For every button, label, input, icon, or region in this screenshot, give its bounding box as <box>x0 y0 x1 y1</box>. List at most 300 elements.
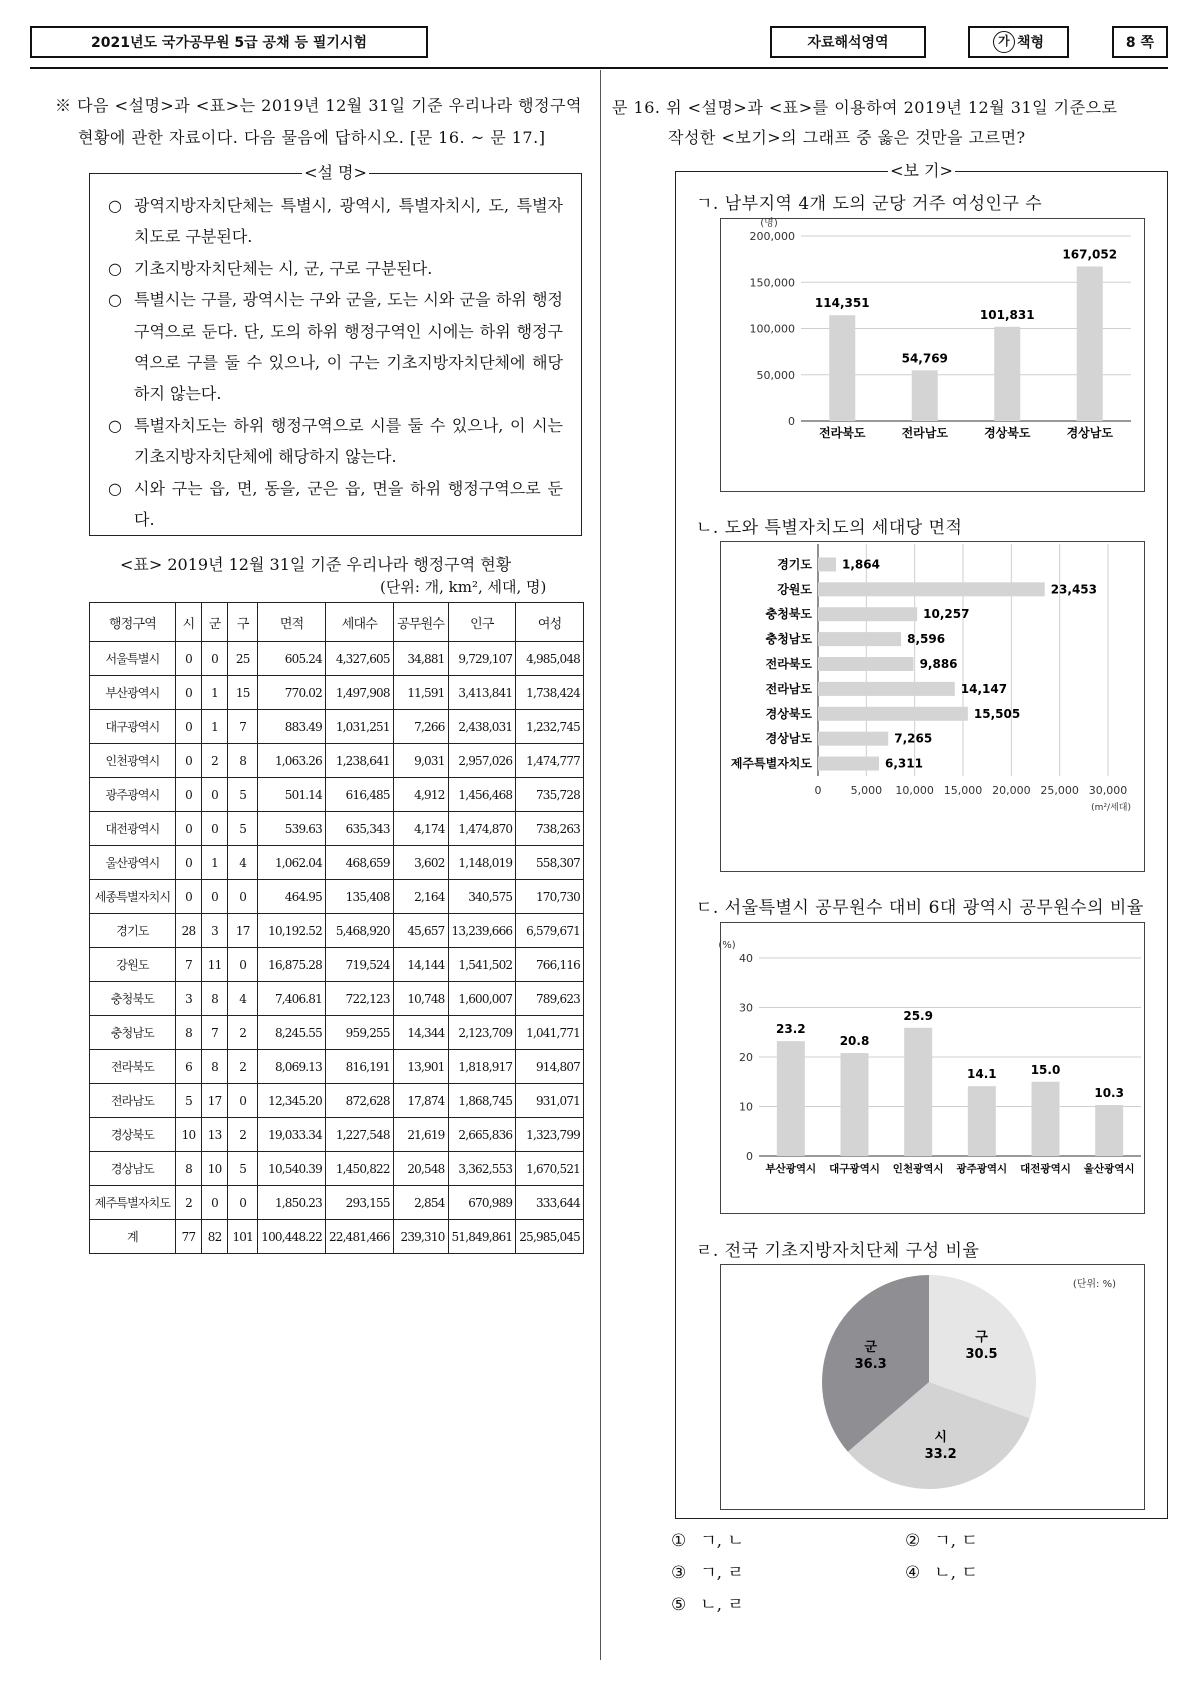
x-axis-unit: (m²/세대) <box>1091 803 1131 813</box>
table-cell: 0 <box>228 1084 258 1118</box>
table-cell: 2 <box>202 744 228 778</box>
table-cell: 770.02 <box>258 676 326 710</box>
answer-choice-3[interactable] <box>671 1558 744 1583</box>
category-label: 대구광역시 <box>829 1163 880 1175</box>
data-label: 14,147 <box>960 681 1008 696</box>
category-label: 강원도 <box>777 582 812 597</box>
bullet-icon: ○ <box>108 415 122 435</box>
x-tick-label: 25,000 <box>1040 784 1079 797</box>
table-cell: 1,031,251 <box>325 710 393 744</box>
table-cell: 13,239,666 <box>448 914 516 948</box>
table-cell: 34,881 <box>393 642 448 676</box>
data-label: 10,257 <box>923 607 970 622</box>
table-cell: 강원도 <box>90 948 176 982</box>
header-rule <box>30 67 1168 69</box>
table-cell: 1 <box>202 846 228 880</box>
category-label: 전라남도 <box>765 681 812 696</box>
table-cell: 5 <box>228 1152 258 1186</box>
description-item-text: 시와 구는 읍, 면, 동을, 군은 읍, 면을 하위 행정구역으로 둔다. <box>134 478 563 530</box>
description-item-text: 특별시는 구를, 광역시는 구와 군을, 도는 시와 군을 하위 행정구역으로 둔다. 단, 도의 하위 행정구역인 시에는 하위 행정구역으로 구를 둘 수 있으나, 이 구는 기초지방자치단체에 해당하지 않는다. <box>134 290 563 404</box>
table-cell: 293,155 <box>325 1186 393 1220</box>
table-cell: 468,659 <box>325 846 393 880</box>
table-cell: 25,985,045 <box>516 1220 584 1254</box>
table-cell: 0 <box>175 812 201 846</box>
table-row <box>90 846 584 880</box>
table-cell: 333,644 <box>516 1186 584 1220</box>
x-tick-label: 15,000 <box>943 784 983 797</box>
table-cell: 1,323,799 <box>516 1118 584 1152</box>
table-cell: 8,245.55 <box>258 1016 326 1050</box>
chart-c <box>720 922 1145 1214</box>
table-cell: 4,174 <box>393 812 448 846</box>
data-label: 1,864 <box>842 557 880 572</box>
column-header: 세대수 <box>325 603 393 642</box>
table-cell: 558,307 <box>516 846 584 880</box>
table-cell: 914,807 <box>516 1050 584 1084</box>
category-label: 인천광역시 <box>892 1163 944 1175</box>
table-row <box>90 948 584 982</box>
table-cell: 3 <box>175 982 201 1016</box>
bar <box>818 757 879 771</box>
table-row <box>90 710 584 744</box>
table-cell: 25 <box>228 642 258 676</box>
table-cell: 77 <box>175 1220 201 1254</box>
table-cell: 135,408 <box>325 880 393 914</box>
category-label: 대전광역시 <box>1020 1163 1071 1175</box>
column-header: 인구 <box>448 603 516 642</box>
table-cell: 959,255 <box>325 1016 393 1050</box>
table-cell: 17 <box>228 914 258 948</box>
table-cell: 2,123,709 <box>448 1016 516 1050</box>
data-label: 15,505 <box>973 706 1021 721</box>
category-label: 전라북도 <box>819 426 866 440</box>
table-cell: 0 <box>175 744 201 778</box>
table-cell: 8 <box>202 1050 228 1084</box>
table-cell: 1,238,641 <box>325 744 393 778</box>
table-cell: 100,448.22 <box>258 1220 326 1254</box>
slice-label: 군 <box>864 1340 877 1356</box>
column-header: 구 <box>228 603 258 642</box>
y-tick-label: 100,000 <box>749 322 795 336</box>
table-cell: 45,657 <box>393 914 448 948</box>
bar <box>818 707 968 721</box>
table-cell: 738,263 <box>516 812 584 846</box>
table-cell: 3,362,553 <box>448 1152 516 1186</box>
slice-value: 33.2 <box>924 1447 957 1463</box>
column-header: 시 <box>175 603 201 642</box>
description-item-text: 기초지방자치단체는 시, 군, 구로 구분된다. <box>134 258 433 278</box>
table-caption: <표> 2019년 12월 31일 기준 우리나라 행정구역 현황 <box>120 555 512 574</box>
table-cell: 2,957,026 <box>448 744 516 778</box>
table-cell: 10,748 <box>393 982 448 1016</box>
bar <box>912 370 938 421</box>
table-cell: 21,619 <box>393 1118 448 1152</box>
chart-d <box>720 1264 1145 1510</box>
description-item <box>108 473 563 536</box>
y-tick-label: 150,000 <box>749 276 795 290</box>
table-cell: 대구광역시 <box>90 710 176 744</box>
table-row <box>90 1186 584 1220</box>
y-tick-label: 30 <box>739 1001 753 1015</box>
data-label: 23,453 <box>1050 582 1098 597</box>
admin-district-table <box>89 602 584 1254</box>
category-label: 전라북도 <box>765 657 812 671</box>
table-cell: 2 <box>228 1016 258 1050</box>
description-box <box>89 163 582 536</box>
intro-line-1: ※ 다음 <설명>과 <표>는 2019년 12월 31일 기준 우리나라 행정구역 <box>55 96 582 115</box>
y-tick-label: 40 <box>739 952 753 965</box>
table-cell: 0 <box>202 1186 228 1220</box>
table-cell: 1,456,468 <box>448 778 516 812</box>
table-cell: 0 <box>175 642 201 676</box>
booklet-label: 책형 <box>1016 35 1045 51</box>
bogi-title: <보 기> <box>890 161 953 180</box>
table-cell: 1,818,917 <box>448 1050 516 1084</box>
table-cell: 15 <box>228 676 258 710</box>
table-cell: 17 <box>202 1084 228 1118</box>
table-cell: 1,738,424 <box>516 676 584 710</box>
table-cell: 5 <box>175 1084 201 1118</box>
table-cell: 340,575 <box>448 880 516 914</box>
table-cell: 10,540.39 <box>258 1152 326 1186</box>
table-cell: 경기도 <box>90 914 176 948</box>
table-cell: 1,600,007 <box>448 982 516 1016</box>
choice-text: ㄱ, ㄹ <box>700 1563 744 1583</box>
bullet-icon: ○ <box>108 258 122 278</box>
booklet-mark: 가 <box>993 31 1015 53</box>
intro-line-2: 현황에 관한 자료이다. 다음 물음에 답하시오. [문 16. ~ 문 17.] <box>78 128 546 147</box>
y-tick-label: 20 <box>739 1051 753 1064</box>
page-number: 8 쪽 <box>1112 26 1168 58</box>
data-label: 9,886 <box>919 657 958 671</box>
bar <box>818 607 917 621</box>
description-item-text: 특별자치도는 하위 행정구역으로 시를 둘 수 있으나, 이 시는 기초지방자치단체에 해당하지 않는다. <box>134 415 563 467</box>
table-row <box>90 914 584 948</box>
table-cell: 계 <box>90 1220 176 1254</box>
table-cell: 789,623 <box>516 982 584 1016</box>
table-cell: 8 <box>228 744 258 778</box>
x-tick-label: 0 <box>814 784 822 797</box>
table-cell: 0 <box>228 1186 258 1220</box>
bar <box>777 1041 805 1156</box>
table-cell: 501.14 <box>258 778 326 812</box>
table-cell: 11,591 <box>393 676 448 710</box>
table-cell: 2 <box>228 1118 258 1152</box>
bar <box>818 632 901 646</box>
table-cell: 1,041,771 <box>516 1016 584 1050</box>
table-row <box>90 1220 584 1254</box>
x-tick-label: 20,000 <box>992 784 1031 797</box>
table-cell: 9,729,107 <box>448 642 516 676</box>
table-cell: 19,033.34 <box>258 1118 326 1152</box>
table-cell: 0 <box>175 778 201 812</box>
column-header: 공무원수 <box>393 603 448 642</box>
choice-number: ② <box>905 1531 921 1551</box>
data-label: 10.3 <box>1094 1086 1124 1101</box>
data-label: 54,769 <box>901 351 948 366</box>
table-cell: 0 <box>175 846 201 880</box>
table-cell: 3 <box>202 914 228 948</box>
chart-b <box>720 541 1145 872</box>
answer-choice-2[interactable] <box>905 1526 978 1551</box>
booklet-type <box>968 26 1069 58</box>
table-row <box>90 1050 584 1084</box>
chart-b-title: ㄴ. 도와 특별자치도의 세대당 면적 <box>696 518 963 538</box>
category-label: 경기도 <box>777 557 812 572</box>
table-cell: 3,413,841 <box>448 676 516 710</box>
data-label: 6,311 <box>885 756 923 771</box>
table-cell: 722,123 <box>325 982 393 1016</box>
category-label: 경상남도 <box>1066 426 1113 440</box>
table-cell: 816,191 <box>325 1050 393 1084</box>
table-cell: 101 <box>228 1220 258 1254</box>
column-header: 면적 <box>258 603 326 642</box>
table-cell: 충청북도 <box>90 982 176 1016</box>
category-label: 부산광역시 <box>765 1163 817 1175</box>
table-cell: 1,497,908 <box>325 676 393 710</box>
description-item <box>108 253 563 284</box>
table-cell: 7,406.81 <box>258 982 326 1016</box>
slice-value: 30.5 <box>965 1347 998 1363</box>
table-unit: (단위: 개, km², 세대, 명) <box>380 578 547 596</box>
table-cell: 719,524 <box>325 948 393 982</box>
table-cell: 6,579,671 <box>516 914 584 948</box>
table-cell: 12,345.20 <box>258 1084 326 1118</box>
table-cell: 8 <box>202 982 228 1016</box>
data-label: 15.0 <box>1030 1062 1061 1077</box>
table-cell: 1,450,822 <box>325 1152 393 1186</box>
y-tick-label: 0 <box>746 1150 753 1163</box>
choice-text: ㄱ, ㄴ <box>700 1531 744 1551</box>
table-cell: 4 <box>228 982 258 1016</box>
table-cell: 0 <box>228 880 258 914</box>
table-cell: 전라남도 <box>90 1084 176 1118</box>
table-cell: 82 <box>202 1220 228 1254</box>
table-cell: 인천광역시 <box>90 744 176 778</box>
table-cell: 2 <box>175 1186 201 1220</box>
table-cell: 8,069.13 <box>258 1050 326 1084</box>
table-cell: 20,548 <box>393 1152 448 1186</box>
table-row <box>90 642 584 676</box>
table-cell: 1,232,745 <box>516 710 584 744</box>
table-cell: 1,062.04 <box>258 846 326 880</box>
table-cell: 1,541,502 <box>448 948 516 982</box>
table-cell: 4,327,605 <box>325 642 393 676</box>
table-cell: 2,854 <box>393 1186 448 1220</box>
bar <box>818 582 1045 596</box>
table-cell: 10 <box>175 1118 201 1152</box>
column-header: 행정구역 <box>90 603 176 642</box>
section-label: 자료해석영역 <box>770 26 926 58</box>
column-header: 군 <box>202 603 228 642</box>
table-cell: 7,266 <box>393 710 448 744</box>
exam-title: 2021년도 국가공무원 5급 공채 등 필기시험 <box>30 26 428 58</box>
table-cell: 0 <box>202 812 228 846</box>
table-cell: 10,192.52 <box>258 914 326 948</box>
data-label: 14.1 <box>967 1067 997 1082</box>
table-cell: 0 <box>202 778 228 812</box>
table-cell: 14,144 <box>393 948 448 982</box>
table-cell: 7 <box>175 948 201 982</box>
answer-choice-4[interactable] <box>905 1558 978 1583</box>
column-divider <box>600 70 601 1660</box>
table-cell: 0 <box>202 642 228 676</box>
description-title: <설 명> <box>304 163 367 182</box>
category-label: 제주특별자치도 <box>730 756 812 771</box>
table-cell: 883.49 <box>258 710 326 744</box>
data-label: 25.9 <box>903 1008 933 1023</box>
table-cell: 1,063.26 <box>258 744 326 778</box>
table-row <box>90 1118 584 1152</box>
bar <box>841 1053 869 1156</box>
table-cell: 경상북도 <box>90 1118 176 1152</box>
table-cell: 1,850.23 <box>258 1186 326 1220</box>
chart-d-title: ㄹ. 전국 기초지방자치단체 구성 비율 <box>696 1241 980 1261</box>
table-cell: 735,728 <box>516 778 584 812</box>
table-row <box>90 1084 584 1118</box>
table-cell: 6 <box>175 1050 201 1084</box>
table-cell: 1,868,745 <box>448 1084 516 1118</box>
description-item <box>108 410 563 473</box>
table-cell: 5 <box>228 778 258 812</box>
table-cell: 8 <box>175 1152 201 1186</box>
table-cell: 931,071 <box>516 1084 584 1118</box>
table-row <box>90 1016 584 1050</box>
data-label: 20.8 <box>839 1034 870 1049</box>
table-cell: 5,468,920 <box>325 914 393 948</box>
table-cell: 1,227,548 <box>325 1118 393 1152</box>
choice-number: ④ <box>905 1563 921 1583</box>
table-cell: 1 <box>202 710 228 744</box>
table-cell: 울산광역시 <box>90 846 176 880</box>
table-cell: 8 <box>175 1016 201 1050</box>
table-cell: 부산광역시 <box>90 676 176 710</box>
table-row <box>90 676 584 710</box>
x-tick-label: 30,000 <box>1088 784 1128 797</box>
table-cell: 7 <box>228 710 258 744</box>
data-label: 8,596 <box>907 632 946 647</box>
choice-text: ㄴ, ㄹ <box>700 1595 744 1615</box>
choice-text: ㄱ, ㄷ <box>934 1531 978 1551</box>
table-row <box>90 778 584 812</box>
table-cell: 170,730 <box>516 880 584 914</box>
data-label: 114,351 <box>814 296 870 311</box>
table-cell: 4,912 <box>393 778 448 812</box>
table-cell: 13,901 <box>393 1050 448 1084</box>
table-cell: 539.63 <box>258 812 326 846</box>
bar <box>904 1028 932 1156</box>
table-cell: 1,148,019 <box>448 846 516 880</box>
bullet-icon: ○ <box>108 196 122 215</box>
chart-c-title: ㄷ. 서울특별시 공무원수 대비 6대 광역시 공무원수의 비율 <box>696 898 1144 918</box>
category-label: 경상북도 <box>765 706 812 721</box>
bar <box>829 315 855 421</box>
table-cell: 전라북도 <box>90 1050 176 1084</box>
bar <box>818 557 836 571</box>
table-cell: 51,849,861 <box>448 1220 516 1254</box>
bar <box>818 657 914 671</box>
bar <box>1032 1082 1060 1156</box>
choice-number: ③ <box>671 1563 687 1583</box>
data-label: 101,831 <box>979 307 1035 322</box>
question-line-2: 작성한 <보기>의 그래프 중 옳은 것만을 고르면? <box>668 128 1026 147</box>
description-item <box>108 190 563 253</box>
table-cell: 616,485 <box>325 778 393 812</box>
table-cell: 충청남도 <box>90 1016 176 1050</box>
table-row <box>90 982 584 1016</box>
answer-choice-1[interactable] <box>671 1526 744 1551</box>
chart-a <box>720 218 1145 492</box>
table-row <box>90 880 584 914</box>
table-cell: 서울특별시 <box>90 642 176 676</box>
table-cell: 14,344 <box>393 1016 448 1050</box>
category-label: 경상남도 <box>765 731 812 746</box>
bar <box>968 1086 996 1156</box>
table-cell: 0 <box>175 676 201 710</box>
x-tick-label: 10,000 <box>895 784 934 797</box>
x-tick-label: 5,000 <box>850 784 883 797</box>
choice-text: ㄴ, ㄷ <box>934 1563 978 1583</box>
y-tick-label: 0 <box>788 415 795 428</box>
description-item-text: 광역지방자치단체는 특별시, 광역시, 특별자치시, 도, 특별자치도로 구분된다. <box>134 196 563 247</box>
column-header: 여성 <box>516 603 584 642</box>
table-cell: 경상남도 <box>90 1152 176 1186</box>
table-cell: 제주특별자치도 <box>90 1186 176 1220</box>
y-tick-label: 10 <box>739 1100 753 1114</box>
table-cell: 대전광역시 <box>90 812 176 846</box>
table-cell: 239,310 <box>393 1220 448 1254</box>
table-cell: 605.24 <box>258 642 326 676</box>
table-cell: 766,116 <box>516 948 584 982</box>
choice-number: ⑤ <box>671 1595 687 1615</box>
table-cell: 1,670,521 <box>516 1152 584 1186</box>
slice-label: 구 <box>975 1330 988 1346</box>
table-cell: 1,474,870 <box>448 812 516 846</box>
table-cell: 635,343 <box>325 812 393 846</box>
table-cell: 670,989 <box>448 1186 516 1220</box>
table-cell: 17,874 <box>393 1084 448 1118</box>
table-cell: 1 <box>202 676 228 710</box>
answer-choice-5[interactable] <box>671 1590 744 1615</box>
table-cell: 세종특별자치시 <box>90 880 176 914</box>
table-row <box>90 744 584 778</box>
table-cell: 2,438,031 <box>448 710 516 744</box>
bar <box>818 682 955 696</box>
table-cell: 13 <box>202 1118 228 1152</box>
chart-a-title: ㄱ. 남부지역 4개 도의 군당 거주 여성인구 수 <box>696 194 1043 214</box>
table-cell: 0 <box>175 880 201 914</box>
description-item <box>108 284 563 410</box>
bar <box>818 732 888 746</box>
table-cell: 4 <box>228 846 258 880</box>
table-cell: 4,985,048 <box>516 642 584 676</box>
table-cell: 7 <box>202 1016 228 1050</box>
category-label: 전라남도 <box>901 426 948 440</box>
table-cell: 22,481,466 <box>325 1220 393 1254</box>
table-cell: 1,474,777 <box>516 744 584 778</box>
category-label: 광주광역시 <box>956 1163 1008 1175</box>
category-label: 경상북도 <box>984 426 1031 440</box>
question-line-1: 문 16. 위 <설명>과 <표>를 이용하여 2019년 12월 31일 기준으로 <box>612 98 1118 117</box>
y-axis-unit: (%) <box>718 940 736 951</box>
table-cell: 5 <box>228 812 258 846</box>
table-cell: 2,665,836 <box>448 1118 516 1152</box>
table-cell: 28 <box>175 914 201 948</box>
data-label: 23.2 <box>776 1022 806 1037</box>
table-row <box>90 812 584 846</box>
table-cell: 16,875.28 <box>258 948 326 982</box>
slice-value: 36.3 <box>854 1357 887 1373</box>
